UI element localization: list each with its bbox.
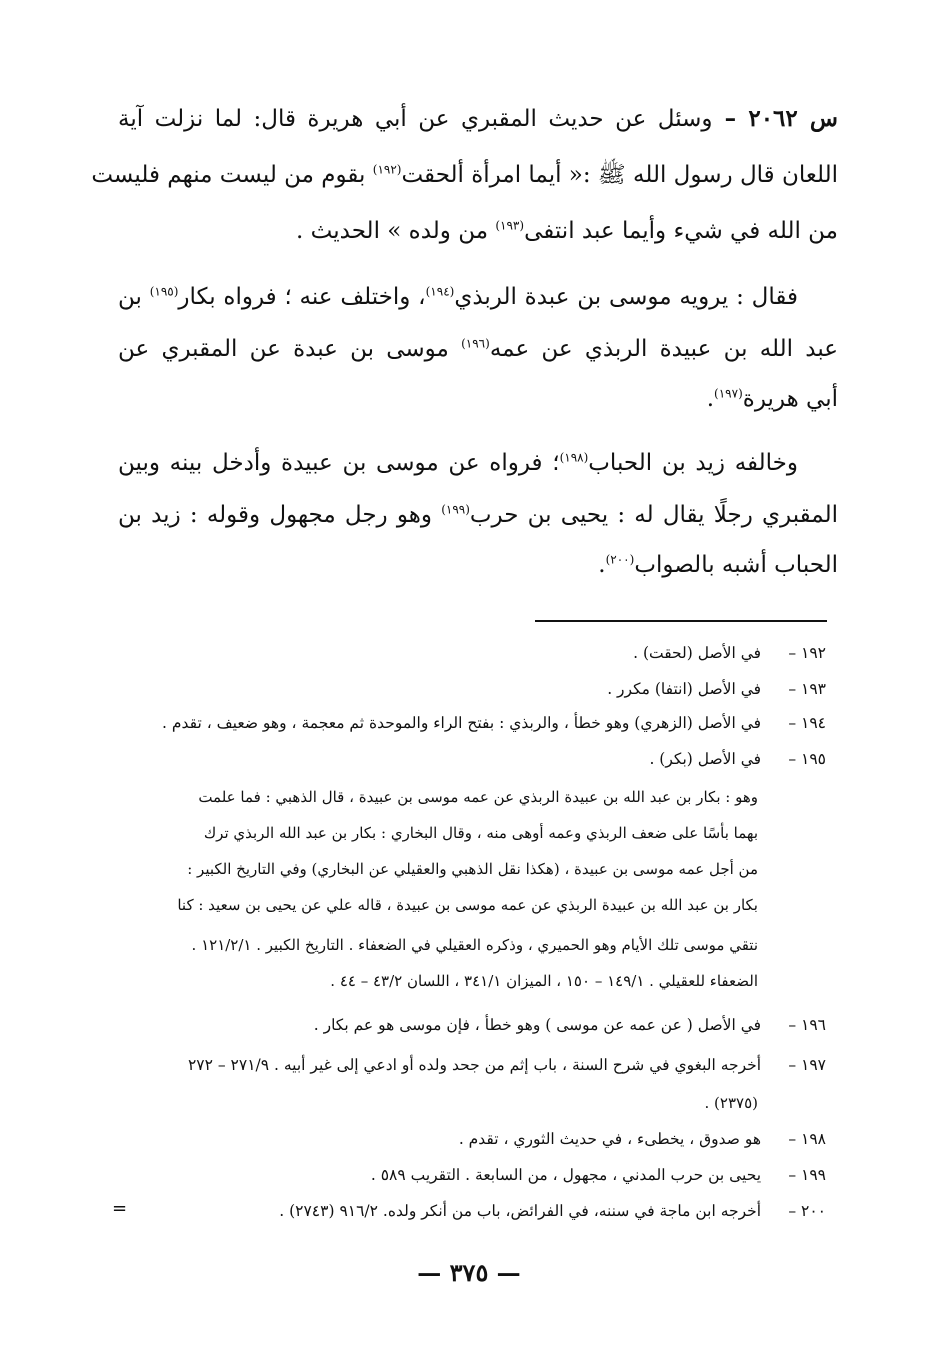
continuation-mark: = (112, 1198, 128, 1219)
para2-line2: عبد الله بن عبيدة الربذي عن عمه$^{(١٩٦)}$ موسى بن عبدة عن المقبري عن (118, 336, 838, 362)
footnote-text: أخرجه ابن ماجة في سننه، في الفرائض، باب من أنكر ولده. ٩١٦/٢ (٢٧٤٣) . (279, 1202, 762, 1220)
footnote-195-continuation-1: وهو : بكار بن عبد الله بن عبيدة الربذي عن عمه موسى بن عبيدة ، قال الذهبي : فما علمت (198, 788, 758, 806)
footnote-192 (633, 642, 826, 664)
footnote-number: ٢٠٠ – (788, 1202, 826, 1220)
footnote-198 (459, 1128, 826, 1150)
footnote-text: أخرجه البغوي في شرح السنة ، باب إثم من جحد ولده أو ادعي إلى غير أبيه . ٢٧١/٩ – ٢٧٢ (187, 1056, 762, 1074)
footnote-text: يحيى بن حرب المدني ، مجهول ، من السابعة . التقريب ٥٨٩ . (370, 1166, 762, 1184)
para1-line1: س ٢٠٦٢ – وسئل عن حديث المقبري عن أبي هريرة قال: لما نزلت آية (118, 105, 838, 132)
para3-line2: المقبري رجلًا يقال له : يحيى بن حرب$^{(١٩٩)}$ وهو رجل مجهول وقوله : زيد بن (118, 502, 838, 528)
footnote-ref[interactable]: (١٩٢) (372, 162, 402, 177)
footnote-text: هو صدوق ، يخطىء ، في حديث الثوري ، تقدم . (458, 1130, 762, 1148)
footnote-ref[interactable]: (١٩٨) (559, 450, 589, 465)
footnote-text: في الأصل (الزهري) وهو خطأ ، والربذي : بفتح الراء والموحدة ثم معجمة ، وهو ضعيف ، تقدم . (162, 714, 762, 732)
footnote-197-continuation: (٢٣٧٥) . (704, 1094, 758, 1112)
footnote-195-continuation-5: نتقي موسى تلك الأيام وهو الحميري ، وذكره العقيلي في الضعفاء . التاريخ الكبير . ١٢١/٢/١ . (191, 936, 758, 954)
footnote-ref[interactable]: (١٩٩) (441, 502, 470, 517)
footnote-ref[interactable]: (١٩٦) (461, 336, 490, 351)
footnote-text: في الأصل (بكر) . (649, 750, 762, 768)
footnote-ref[interactable]: (١٩٣) (495, 218, 525, 233)
footnote-196 (314, 1014, 826, 1036)
footnote-separator (535, 620, 827, 622)
footnote-text: في الأصل (انتفا) مكرر . (607, 680, 762, 698)
footnote-number: ١٩٥ – (788, 750, 826, 768)
page-number: — ٣٧٥ — (417, 1258, 521, 1287)
footnote-200 (279, 1200, 826, 1222)
footnote-ref[interactable]: (١٩٧) (714, 386, 743, 401)
footnote-number: ١٩٢ – (788, 644, 826, 662)
question-number: س ٢٠٦٢ – (712, 105, 838, 132)
footnote-text: في الأصل ( عن عمه عن موسى ) وهو خطأ ، فإن موسى هو عم بكار . (313, 1016, 762, 1034)
footnote-number: ١٩٤ – (788, 714, 826, 732)
footnote-195 (649, 748, 826, 770)
footnote-ref[interactable]: (١٩٥) (149, 284, 179, 299)
footnote-number: ١٩٩ – (788, 1166, 826, 1184)
footnote-text: في الأصل (لحقت) . (633, 644, 762, 662)
para2-line1: فقال : يرويه موسى بن عبدة الربذي$^{(١٩٤)}$، واختلف عنه ؛ فرواه بكار$^{(١٩٥)}$ بن (118, 284, 798, 310)
footnote-ref[interactable]: (١٩٤) (425, 284, 455, 299)
para1-line3: من الله في شيء وأيما عبد انتفى$^{(١٩٣)}$ من ولده » الحديث . (296, 218, 838, 244)
footnote-ref[interactable]: (٢٠٠) (605, 552, 635, 567)
footnote-number: ١٩٧ – (788, 1056, 826, 1074)
para1-line2: اللعان قال رسول الله ﷺ :« أيما امرأة ألحقت$^{(١٩٢)}$ بقوم من ليست منهم فليست (91, 162, 838, 188)
footnote-195-continuation-3: من أجل عمه موسى بن عبيدة ، (هكذا نقل الذهبي والعقيلي عن البخاري) وفي التاريخ الكبير : (187, 860, 758, 878)
footnote-195-continuation-4: بكار بن عبد الله بن عبيدة الربذي عن عمه موسى بن عبيدة ، قاله علي عن يحيى بن سعيد : كنا (177, 896, 758, 914)
footnote-number: ١٩٣ – (788, 680, 826, 698)
main-text (91, 0, 838, 600)
footnote-197 (188, 1054, 826, 1076)
footnote-number: ١٩٦ – (788, 1016, 826, 1034)
footnote-193 (607, 678, 826, 700)
footnote-195-continuation-6: الضعفاء للعقيلي . ١٤٩/١ – ١٥٠ ، الميزان ٣٤١/١ ، اللسان ٤٣/٢ – ٤٤ . (330, 972, 758, 990)
para3-line3: الحباب أشبه بالصواب$^{(٢٠٠)}$. (598, 552, 838, 578)
footnote-number: ١٩٨ – (788, 1130, 826, 1148)
footnote-194 (162, 712, 826, 734)
footnote-195-continuation-2: بهما بأسًا على ضعف الربذي وعمه أوهى منه ، وقال البخاري : بكار بن عبد الله الربذي ترك (203, 824, 758, 842)
para3-line1: وخالفه زيد بن الحباب$^{(١٩٨)}$؛ فرواه عن موسى بن عبيدة وأدخل بينه وبين (118, 450, 799, 476)
para2-line3: أبي هريرة$^{(١٩٧)}$. (706, 386, 838, 412)
footnote-199 (371, 1164, 826, 1186)
